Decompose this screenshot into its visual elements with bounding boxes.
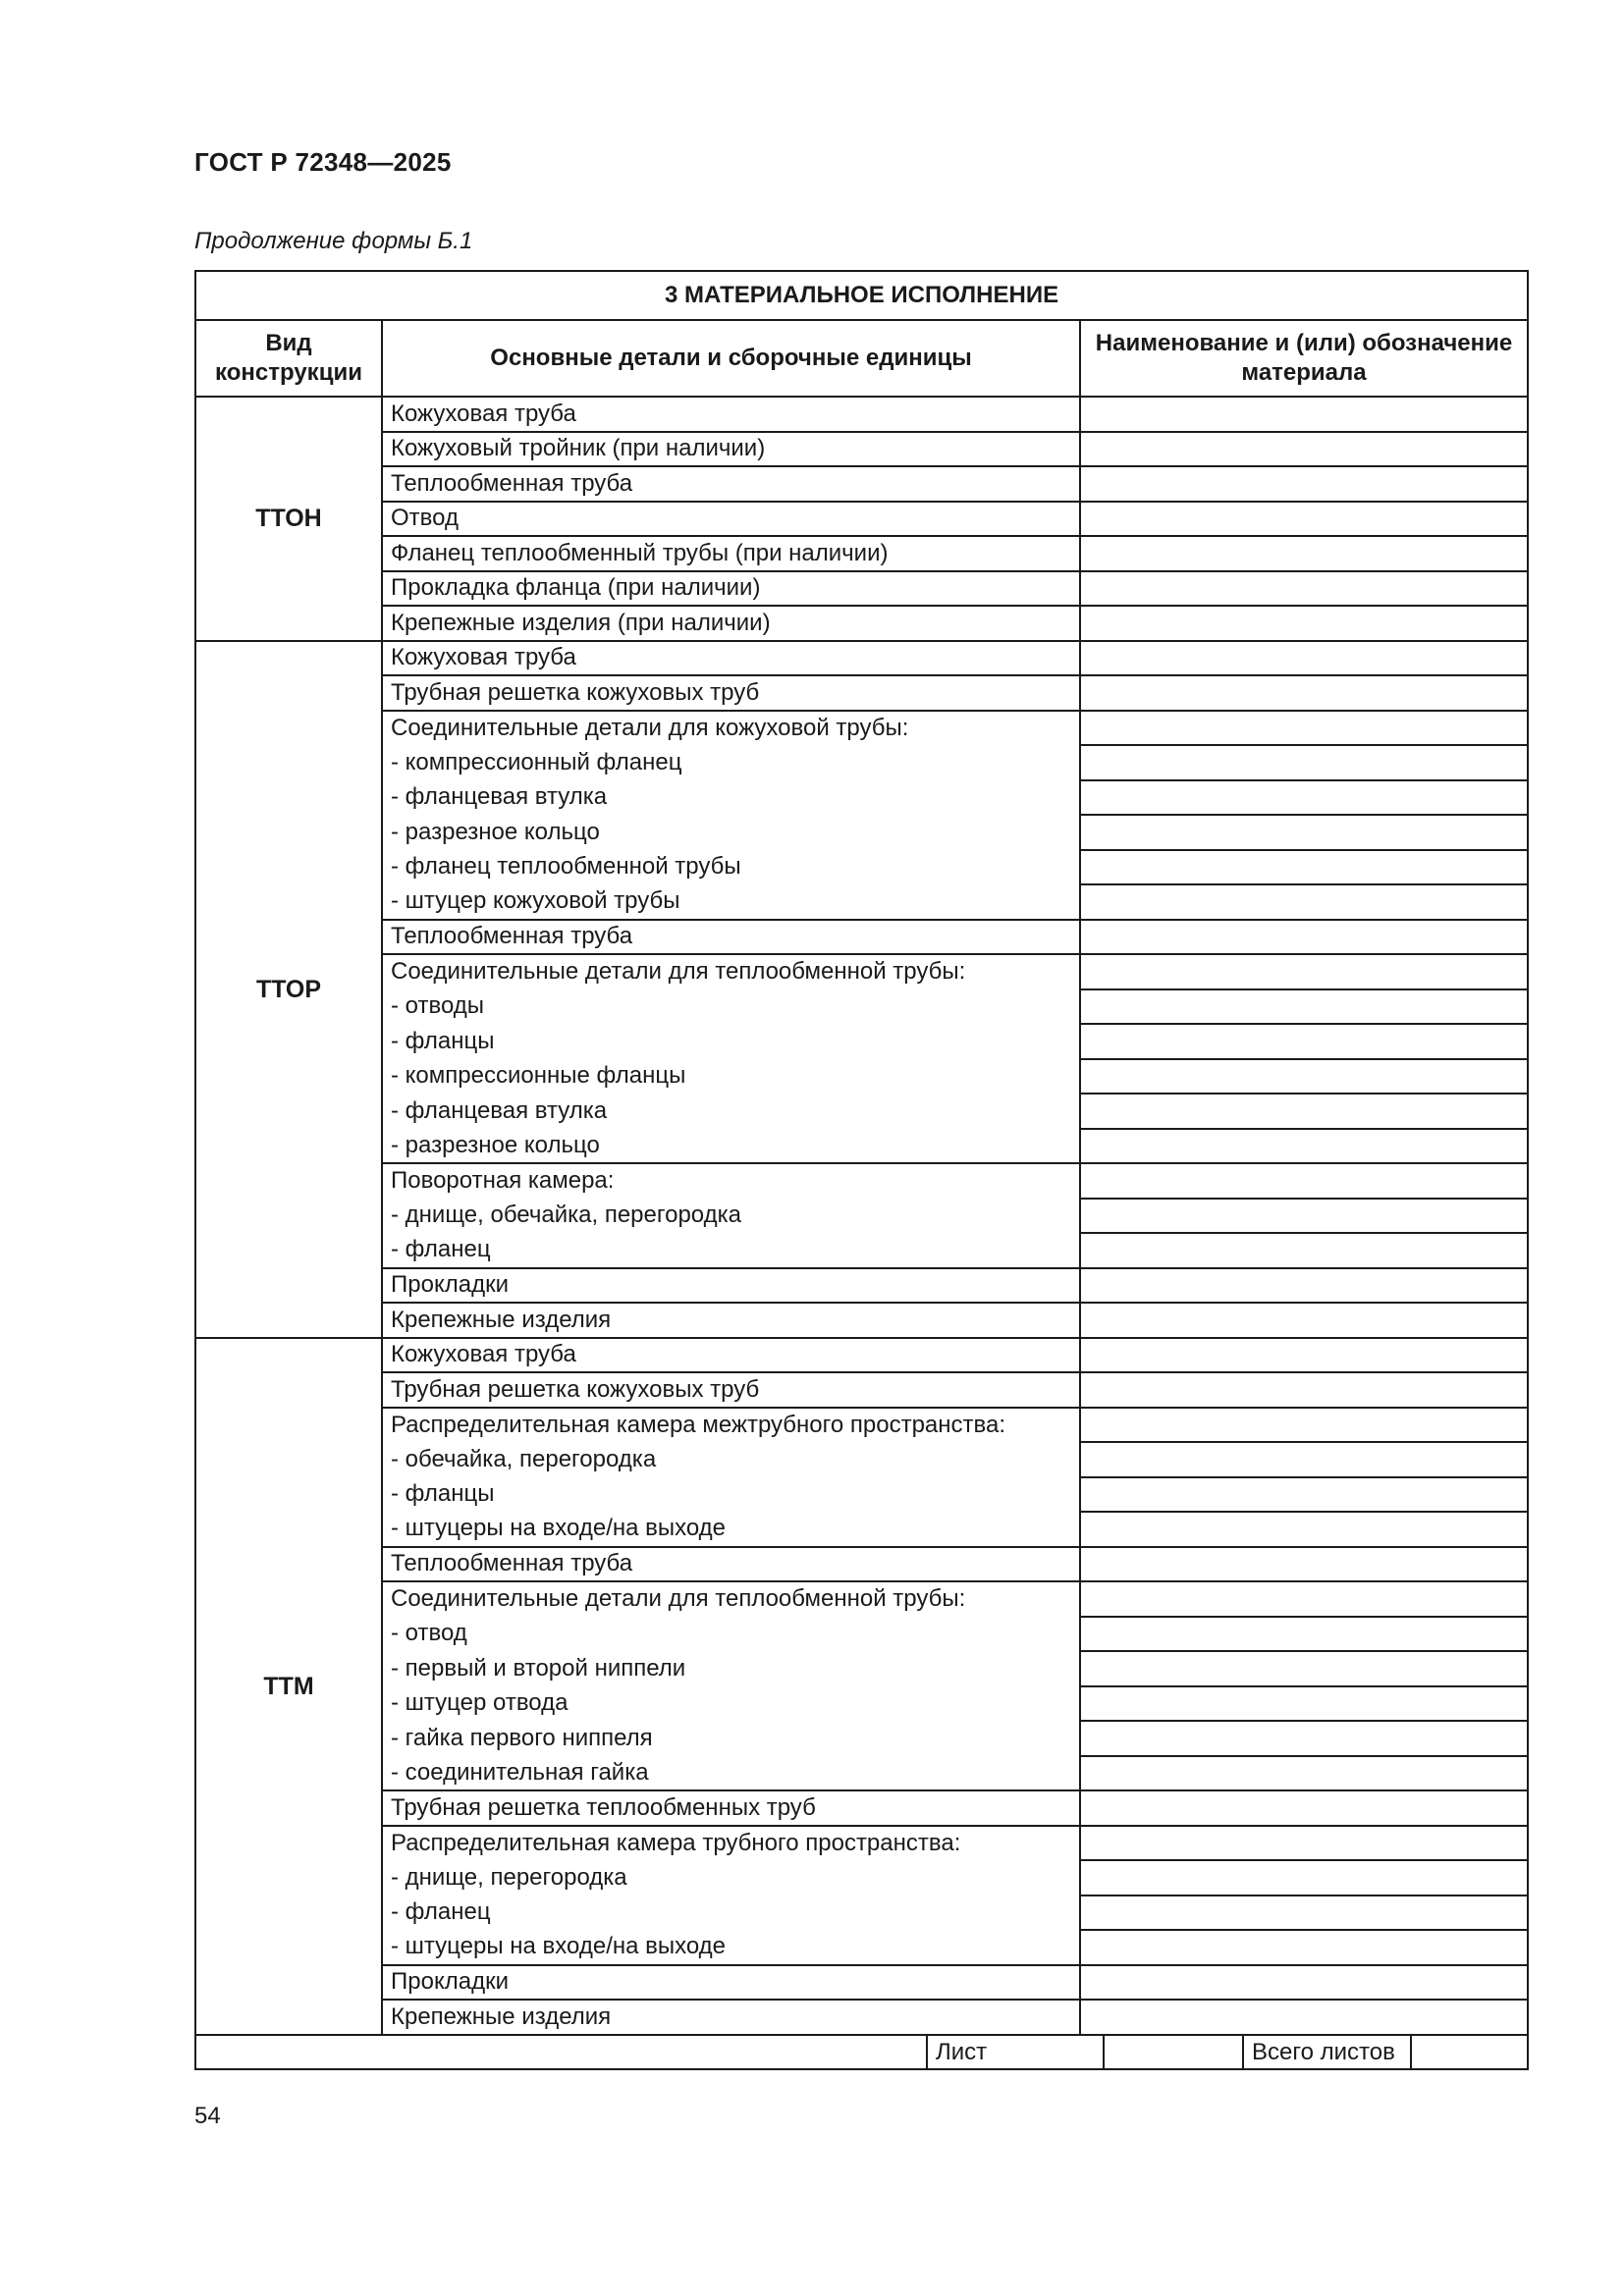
material-input-cell[interactable] (1080, 606, 1528, 641)
part-name-cell: - гайка первого ниппеля (382, 1721, 1080, 1756)
material-input-cell[interactable] (1080, 1721, 1528, 1756)
part-name-cell: Распределительная камера межтрубного пространства: (382, 1408, 1080, 1443)
part-name-cell: - днище, перегородка (382, 1860, 1080, 1896)
material-input-cell[interactable] (1080, 815, 1528, 850)
section-title-row (195, 271, 1528, 320)
table-row (195, 1617, 1528, 1652)
sheet-label: Лист (927, 2035, 1104, 2069)
part-name-cell: - штуцер отвода (382, 1686, 1080, 1722)
material-input-cell[interactable] (1080, 1826, 1528, 1861)
page-number: 54 (194, 2103, 221, 2129)
material-input-cell[interactable] (1080, 1860, 1528, 1896)
material-input-cell[interactable] (1080, 1477, 1528, 1513)
part-name-cell: - фланцы (382, 1477, 1080, 1513)
table-row (195, 1965, 1528, 2001)
column-header-material: Наименование и (или) обозначение материала (1080, 320, 1528, 397)
table-row (195, 989, 1528, 1025)
construction-kind-cell: ТТМ (195, 1338, 382, 2035)
part-name-cell: - компрессионные фланцы (382, 1059, 1080, 1095)
table-row (195, 536, 1528, 571)
part-name-cell: Теплообменная труба (382, 466, 1080, 502)
material-input-cell[interactable] (1080, 641, 1528, 676)
material-input-cell[interactable] (1080, 1059, 1528, 1095)
material-input-cell[interactable] (1080, 1094, 1528, 1129)
table-row (195, 815, 1528, 850)
table-row (195, 397, 1528, 432)
table-row (195, 1338, 1528, 1373)
material-input-cell[interactable] (1080, 850, 1528, 885)
table-row (195, 1372, 1528, 1408)
part-name-cell: Теплообменная труба (382, 1547, 1080, 1582)
part-name-cell: Трубная решетка кожуховых труб (382, 675, 1080, 711)
table-row (195, 1686, 1528, 1722)
material-input-cell[interactable] (1080, 954, 1528, 989)
sheet-footer-row (195, 2035, 1528, 2069)
material-input-cell[interactable] (1080, 1163, 1528, 1199)
material-input-cell[interactable] (1080, 1372, 1528, 1408)
part-name-cell: Крепежные изделия (при наличии) (382, 606, 1080, 641)
part-name-cell: - фланец теплообменной трубы (382, 850, 1080, 885)
table-row (195, 432, 1528, 467)
table-row (195, 1512, 1528, 1547)
material-input-cell[interactable] (1080, 1129, 1528, 1164)
part-name-cell: Прокладки (382, 1268, 1080, 1304)
material-input-cell[interactable] (1080, 1268, 1528, 1304)
part-name-cell: - штуцеры на входе/на выходе (382, 1930, 1080, 1965)
table-row (195, 675, 1528, 711)
material-input-cell[interactable] (1080, 745, 1528, 780)
part-name-cell: - штуцеры на входе/на выходе (382, 1512, 1080, 1547)
table-row (195, 920, 1528, 955)
table-row (195, 1896, 1528, 1931)
material-input-cell[interactable] (1080, 1199, 1528, 1234)
material-input-cell[interactable] (1080, 1442, 1528, 1477)
table-row (195, 571, 1528, 607)
material-input-cell[interactable] (1080, 1303, 1528, 1338)
part-name-cell: Крепежные изделия (382, 1303, 1080, 1338)
table-row (195, 1059, 1528, 1095)
table-row (195, 1477, 1528, 1513)
part-name-cell: - фланцевая втулка (382, 780, 1080, 816)
material-input-cell[interactable] (1080, 1338, 1528, 1373)
material-input-cell[interactable] (1080, 1408, 1528, 1443)
part-name-cell: Фланец теплообменный трубы (при наличии) (382, 536, 1080, 571)
material-execution-table (194, 270, 1529, 2036)
part-name-cell: Прокладки (382, 1965, 1080, 2001)
part-name-cell: - фланцевая втулка (382, 1094, 1080, 1129)
section-title: 3 МАТЕРИАЛЬНОЕ ИСПОЛНЕНИЕ (195, 271, 1528, 320)
table-row (195, 606, 1528, 641)
part-name-cell: Трубная решетка кожуховых труб (382, 1372, 1080, 1408)
part-name-cell: - разрезное кольцо (382, 1129, 1080, 1164)
material-input-cell[interactable] (1080, 989, 1528, 1025)
sheet-number-field[interactable] (1104, 2035, 1243, 2069)
material-input-cell[interactable] (1080, 1651, 1528, 1686)
part-name-cell: Трубная решетка теплообменных труб (382, 1790, 1080, 1826)
table-row (195, 711, 1528, 746)
part-name-cell: - штуцер кожуховой трубы (382, 884, 1080, 920)
part-name-cell: - фланцы (382, 1024, 1080, 1059)
material-input-cell[interactable] (1080, 780, 1528, 816)
part-name-cell: Прокладка фланца (при наличии) (382, 571, 1080, 607)
table-row (195, 1860, 1528, 1896)
sheet-footer-table (194, 2034, 1529, 2070)
column-header-parts: Основные детали и сборочные единицы (382, 320, 1080, 397)
part-name-cell: - первый и второй ниппели (382, 1651, 1080, 1686)
column-header-row (195, 320, 1528, 397)
table-row (195, 1721, 1528, 1756)
table-row (195, 466, 1528, 502)
material-input-cell[interactable] (1080, 675, 1528, 711)
table-row (195, 1756, 1528, 1791)
table-row (195, 1129, 1528, 1164)
material-input-cell[interactable] (1080, 884, 1528, 920)
part-name-cell: - днище, обечайка, перегородка (382, 1199, 1080, 1234)
table-row (195, 1094, 1528, 1129)
total-sheets-field[interactable] (1411, 2035, 1528, 2069)
part-name-cell: Соединительные детали для кожуховой трубы: (382, 711, 1080, 746)
table-row (195, 1826, 1528, 1861)
construction-kind-cell: ТТОН (195, 397, 382, 641)
table-row (195, 1790, 1528, 1826)
part-name-cell: Теплообменная труба (382, 920, 1080, 955)
part-name-cell: - отводы (382, 989, 1080, 1025)
part-name-cell: Распределительная камера трубного пространства: (382, 1826, 1080, 1861)
material-input-cell[interactable] (1080, 1896, 1528, 1931)
part-name-cell: Кожуховая труба (382, 641, 1080, 676)
part-name-cell: - обечайка, перегородка (382, 1442, 1080, 1477)
part-name-cell: - разрезное кольцо (382, 815, 1080, 850)
material-input-cell[interactable] (1080, 1686, 1528, 1722)
part-name-cell: Крепежные изделия (382, 2000, 1080, 2035)
document-code: ГОСТ Р 72348—2025 (194, 147, 452, 177)
part-name-cell: - фланец (382, 1896, 1080, 1931)
table-row (195, 1199, 1528, 1234)
form-continuation-caption: Продолжение формы Б.1 (194, 228, 473, 254)
total-sheets-label: Всего листов (1243, 2035, 1411, 2069)
material-input-cell[interactable] (1080, 1756, 1528, 1791)
material-input-cell[interactable] (1080, 536, 1528, 571)
part-name-cell: Отвод (382, 502, 1080, 537)
material-input-cell[interactable] (1080, 571, 1528, 607)
material-input-cell[interactable] (1080, 711, 1528, 746)
material-input-cell[interactable] (1080, 2000, 1528, 2035)
table-row (195, 1651, 1528, 1686)
material-input-cell[interactable] (1080, 1024, 1528, 1059)
table-row (195, 780, 1528, 816)
table-row (195, 745, 1528, 780)
material-input-cell[interactable] (1080, 1512, 1528, 1547)
table-row (195, 2000, 1528, 2035)
table-row (195, 884, 1528, 920)
material-input-cell[interactable] (1080, 920, 1528, 955)
part-name-cell: Кожуховая труба (382, 1338, 1080, 1373)
material-input-cell[interactable] (1080, 466, 1528, 502)
part-name-cell: Соединительные детали для теплообменной трубы: (382, 954, 1080, 989)
table-row (195, 1268, 1528, 1304)
part-name-cell: Кожуховый тройник (при наличии) (382, 432, 1080, 467)
table-row (195, 1303, 1528, 1338)
material-input-cell[interactable] (1080, 1581, 1528, 1617)
part-name-cell: - отвод (382, 1617, 1080, 1652)
table-row (195, 1442, 1528, 1477)
part-name-cell: Соединительные детали для теплообменной трубы: (382, 1581, 1080, 1617)
table-row (195, 1547, 1528, 1582)
table-row (195, 1930, 1528, 1965)
column-header-kind: Вид конструкции (195, 320, 382, 397)
table-row (195, 641, 1528, 676)
part-name-cell: Кожуховая труба (382, 397, 1080, 432)
material-input-cell[interactable] (1080, 1547, 1528, 1582)
material-table-body (195, 271, 1528, 2035)
material-input-cell[interactable] (1080, 432, 1528, 467)
table-row (195, 1408, 1528, 1443)
material-input-cell[interactable] (1080, 397, 1528, 432)
material-input-cell[interactable] (1080, 1930, 1528, 1965)
table-row (195, 954, 1528, 989)
part-name-cell: - компрессионный фланец (382, 745, 1080, 780)
material-input-cell[interactable] (1080, 1965, 1528, 2001)
table-row (195, 1233, 1528, 1268)
table-row (195, 1581, 1528, 1617)
construction-kind-cell: ТТОР (195, 641, 382, 1338)
table-row (195, 502, 1528, 537)
footer-blank-cell (195, 2035, 927, 2069)
table-row (195, 1163, 1528, 1199)
material-input-cell[interactable] (1080, 502, 1528, 537)
material-input-cell[interactable] (1080, 1617, 1528, 1652)
material-input-cell[interactable] (1080, 1790, 1528, 1826)
part-name-cell: - фланец (382, 1233, 1080, 1268)
part-name-cell: Поворотная камера: (382, 1163, 1080, 1199)
material-input-cell[interactable] (1080, 1233, 1528, 1268)
table-row (195, 1024, 1528, 1059)
part-name-cell: - соединительная гайка (382, 1756, 1080, 1791)
table-row (195, 850, 1528, 885)
